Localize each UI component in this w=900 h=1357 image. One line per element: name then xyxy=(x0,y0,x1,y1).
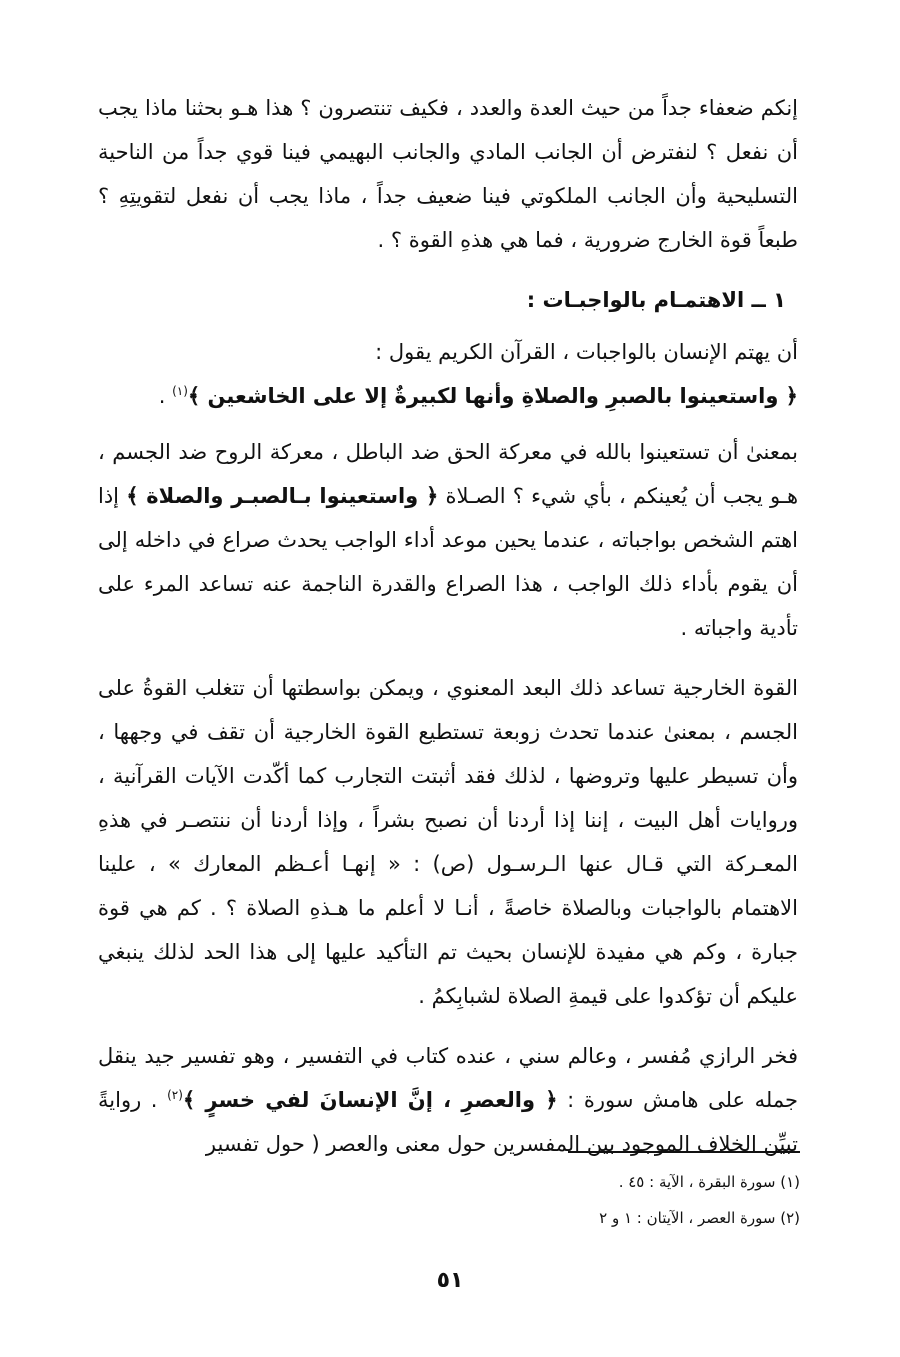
paragraph-3 xyxy=(98,430,798,650)
footnote-1: (١) سورة البقرة ، الآية : ٤٥ . xyxy=(618,1173,800,1191)
quran-quote-2: ﴿ واستعينوا بـالصبـر والصلاة ﴾ xyxy=(126,484,439,508)
paragraph-5 xyxy=(98,1034,798,1166)
section-heading: ١ ــ الاهتمـام بالواجبـات : xyxy=(526,288,786,312)
paragraph-5-part-b: . روايةً تبيِّن الخلاف الموجود بين المفسرين حول معنى والعصر ( حول تفسير xyxy=(98,1088,798,1156)
footnote-ref-2: (٢) xyxy=(167,1088,183,1102)
paragraph-5-part-a: فخر الرازي مُفسر ، وعالم سني ، عنده كتاب في التفسير ، وهو تفسير جيد ينقل جمله على هامش سورة : xyxy=(98,1044,798,1112)
paragraph-2-intro: أن يهتم الإنسان بالواجبات ، القرآن الكريم يقول : xyxy=(375,340,798,364)
quran-quote-1 xyxy=(98,374,798,418)
footnote-divider xyxy=(568,1151,800,1153)
paragraph-3-part-b: إذا اهتم الشخص بواجباته ، عندما يحين موعد أداء الواجب يحدث صراع في داخله إلى أن يقوم بأداء ذلك الواجب ، هذا الصراع والقدرة الناجمة عنه تساعد المرء على تأدية واجباته . xyxy=(98,484,798,640)
footnote-2: (٢) سورة العصر ، الآيتان : ١ و ٢ xyxy=(599,1209,800,1227)
quran-quote-1-text: ﴿ واستعينوا بالصبرِ والصلاةِ وأنها لكبيرةٌ إلا على الخاشعين ﴾ xyxy=(187,384,798,408)
page-number: ٥١ xyxy=(436,1268,464,1293)
paragraph-4: القوة الخارجية تساعد ذلك البعد المعنوي ، ويمكن بواسطتها أن تتغلب القوةُ على الجسم ، بمعنىٰ عندما تحدث زوبعة تستطيع القوة الخارجية أن تقف في وجهها ، وأن تسيطر عليها وتروضها ، لذلك فقد أثبتت التجارب كما أكّدت الآيات القرآنية ، وروايات أهل البيت ، إننا إذا أردنا أن نصبح بشراً ، وإذا أردنا أن ننتصـر في هذهِ المعـركة التي قـال عنها الـرسـول (ص) : « إنهـا أعـظم المعارك » ، علينا الاهتمام بالواجبات وبالصلاة خاصةً ، أنـا لا أعلم ما هـذهِ الصلاة ؟ . كم هي قوة جبارة ، وكم هي مفيدة للإنسان بحيث تم التأكيد عليها إلى هذا الحد لذلك ينبغي عليكم أن تؤكدوا على قيمةِ الصلاة لشبابِكمُ . xyxy=(98,676,798,1008)
footnote-ref-1: (١) xyxy=(172,384,188,398)
paragraph-3-part-a: بمعنىٰ أن تستعينوا بالله في معركة الحق ضد الباطل ، معركة الروح ضد الجسم ، هـو يجب أن يُعينكم ، بأي شيء ؟ الصـلاة xyxy=(98,440,799,508)
quran-quote-1-end: . xyxy=(158,384,173,408)
paragraph-2 xyxy=(98,330,798,418)
paragraph-1: إنكم ضعفاء جداً من حيث العدة والعدد ، فكيف تنتصرون ؟ هذا هـو بحثنا ماذا يجب أن نفعل ؟ لنفترض أن الجانب المادي والجانب البهيمي فينا قوي جداً من الناحية التسليحية وأن الجانب الملكوتي فينا ضعيف جداً ، ماذا يجب أن نفعل لتقويتِهِ ؟ طبعاً قوة الخارج ضرورية ، فما هي هذهِ القوة ؟ . xyxy=(98,96,798,252)
quran-quote-3: ﴿ والعصرِ ، إنَّ الإنسانَ لفي خسرٍ ﴾ xyxy=(182,1088,558,1112)
page-body xyxy=(98,86,798,1182)
footnotes xyxy=(400,1164,800,1236)
